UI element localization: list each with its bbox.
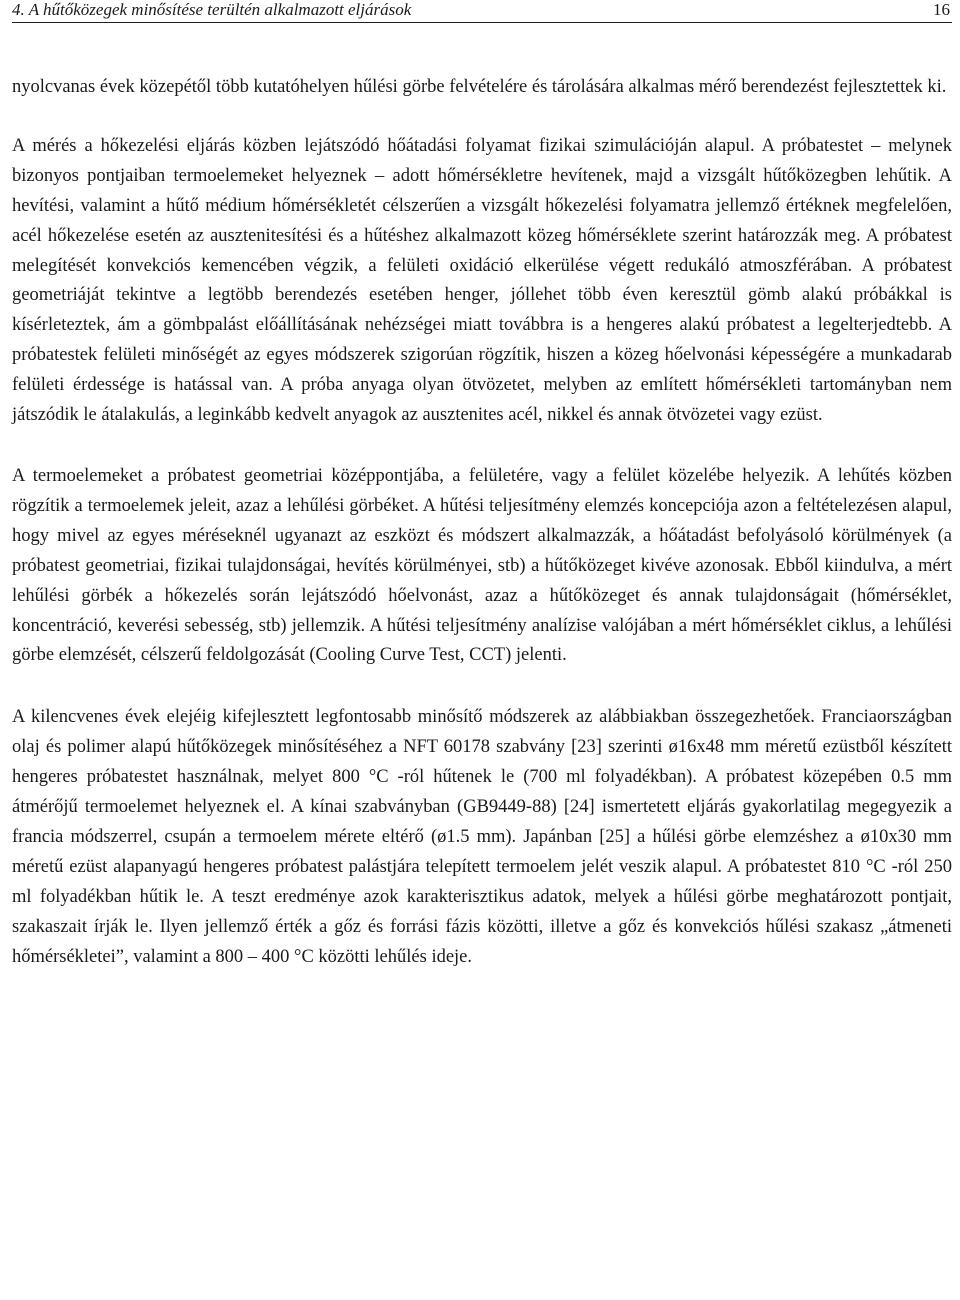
paragraph: A termoelemeket a próbatest geometriai középpontjába, a felületére, vagy a felület közelébe helyezik. A lehűtés közben rögzítik a termoelemek jeleit, azaz a lehűlési görbéket. A hűtési teljesítmény elemzés koncepciója azon a feltételezésen alapul, hogy mivel az egyes méréseknél ugyanazt az eszközt és módszert alkalmazzák, a hőátadást befolyásoló körülmények (a próbatest geometriai, fizikai tulajdonságai, hevítés körülményei, stb) a hűtőközeget kivéve azonosak. Ebből kiindulva, a mért lehűlési görbék a hőkezelés során lejátszódó hőelvonást, azaz a hűtőközeget és annak tulajdonságait (hőmérséklet, koncentráció, keverési sebesség, stb) jellemzik. A hűtési teljesítmény analízise valójában a mért hőmérséklet ciklus, a lehűlési görbe elemzését, célszerű feldolgozását (Cooling Curve Test, CCT) jelenti. xyxy=(12,465,952,666)
body-text xyxy=(12,73,952,1002)
running-header xyxy=(12,0,952,23)
chapter-title: 4. A hűtőközegek minősítése terültén alkalmazott eljárások xyxy=(12,0,412,19)
paragraph: A kilencvenes évek elejéig kifejlesztett legfontosabb minősítő módszerek az alábbiakban összegezhetőek. Franciaországban olaj és polimer alapú hűtőközegek minősítéséhez a NFT 60178 szabvány [23] szerinti ø16x48 mm méretű ezüstből készített hengeres próbatestet használnak, melyet 800 °C -ról hűtenek le (700 ml folyadékban). A próbatest közepében 0.5 mm átmérőjű termoelemet helyeznek el. A kínai szabványban (GB9449-88) [24] ismertetett eljárás gyakorlatilag megegyezik a francia módszerrel, csupán a termoelem mérete eltérő (ø1.5 mm). Japánban [25] a hűlési görbe elemzéshez a ø10x30 mm méretű ezüst alapanyagú hengeres próbatest palástjára telepített termoelem jelét veszik alapul. A próbatestet 810 °C -ról 250 ml folyadékban hűtik le. A teszt eredménye azok karakterisztikus adatok, melyek a hűlési görbe meghatározott pontjait, szakaszait írják le. Ilyen jellemző érték a gőz és forrási fázis közötti, illetve a gőz és konvekciós hűlési szakasz „átmeneti hőmérsékletei”, valamint a 800 – 400 °C közötti lehűlés ideje. xyxy=(12,707,952,967)
paragraph: nyolcvanas évek közepétől több kutatóhelyen hűlési görbe felvételére és tárolására alkalmas mérő berendezést fejlesztettek ki. xyxy=(12,77,947,97)
paragraph: A mérés a hőkezelési eljárás közben lejátszódó hőátadási folyamat fizikai szimulációján alapul. A próbatestet – melynek bizonyos pontjaiban termoelemeket helyeznek – adott hőmérsékletre hevítenek, majd a vizsgált hűtőközegben lehűtik. A hevítési, valamint a hűtő médium hőmérsékletét célszerűen a vizsgált hőkezelési folyamatra jellemző értéknek megfelelően, acél hőkezelése esetén az ausztenitesítési és a hűtéshez alkalmazott közeg hőmérséklete szerint határozzák meg. A próbatest melegítését konvekciós kemencében végzik, a felületi oxidáció elkerülése végett redukáló atmoszférában. A próbatest geometriáját tekintve a legtöbb berendezés esetében henger, jóllehet több éven keresztül gömb alakú próbákkal is kísérleteztek, ám a gömbpalást előállításának nehézségei miatt továbbra is a hengeres alakú próbatest a legelterjedtebb. A próbatestek felületi minőségét az egyes módszerek szigorúan rögzítik, hiszen a közeg hőelvonási képességére a munkadarab felületi érdessége is hatással van. A próba anyaga olyan ötvözetet, melyben az említett hőmérsékleti tartományban nem játszódik le átalakulás, a leginkább kedvelt anyagok az ausztenites acél, nikkel és annak ötvözetei vagy ezüst. xyxy=(12,135,952,426)
page-number: 16 xyxy=(933,0,950,19)
document-page xyxy=(12,0,952,1300)
